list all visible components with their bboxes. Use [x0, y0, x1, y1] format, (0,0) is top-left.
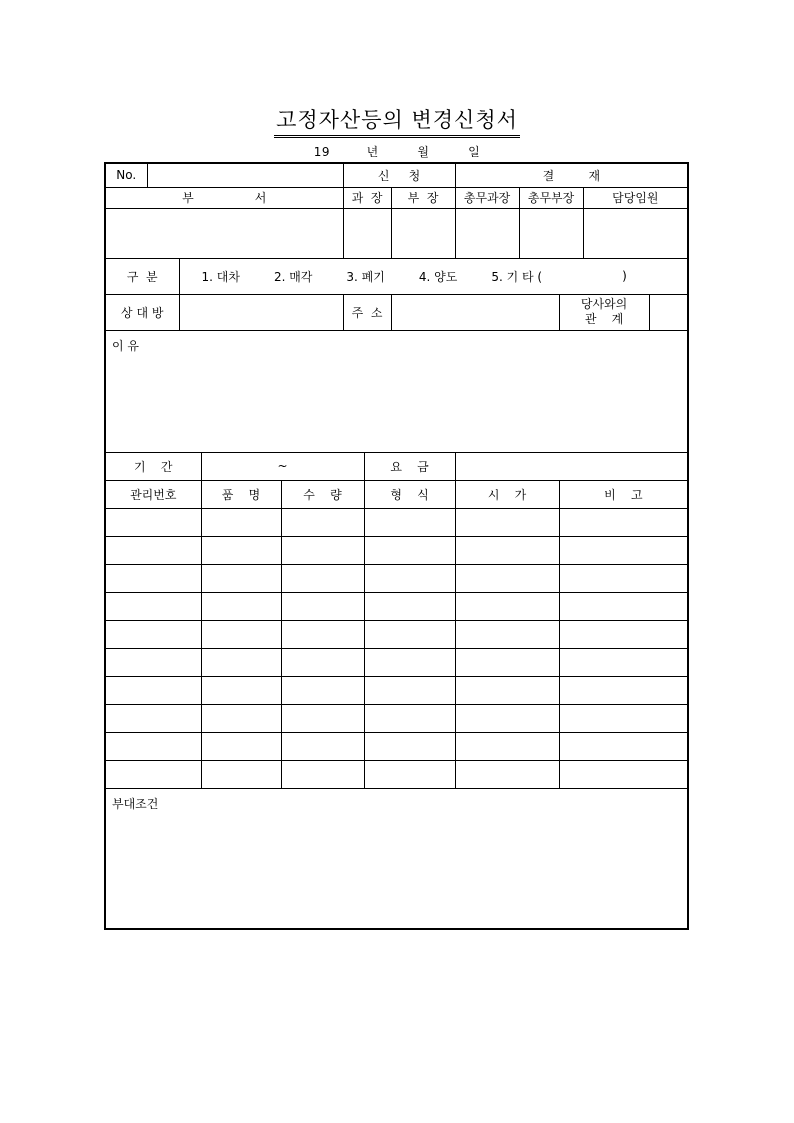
ga-dept-head-label: 총무부장	[519, 187, 583, 208]
address-field[interactable]	[391, 294, 559, 330]
section-chief-label: 과 장	[343, 187, 391, 208]
table-row	[105, 648, 688, 676]
category-option-other-close: )	[622, 269, 627, 283]
approval-label: 결 재	[455, 163, 688, 187]
table-row	[105, 564, 688, 592]
cell-remarks[interactable]	[559, 732, 688, 760]
cell-asset-no[interactable]	[105, 704, 201, 732]
table-row	[105, 536, 688, 564]
section-chief-stamp[interactable]	[343, 208, 391, 258]
cell-market-price[interactable]	[455, 704, 559, 732]
date-year-label: 년	[366, 145, 379, 159]
relation-label-line2: 관 계	[584, 312, 624, 326]
ga-section-chief-label: 총무과장	[455, 187, 519, 208]
cell-market-price[interactable]	[455, 760, 559, 788]
counterparty-field[interactable]	[179, 294, 343, 330]
cell-asset-no[interactable]	[105, 648, 201, 676]
cell-model[interactable]	[364, 564, 455, 592]
relation-label	[559, 294, 649, 330]
cell-model[interactable]	[364, 620, 455, 648]
table-row	[105, 508, 688, 536]
cell-asset-no[interactable]	[105, 536, 201, 564]
cell-model[interactable]	[364, 508, 455, 536]
category-option-disposal[interactable]: 3. 폐기	[346, 269, 385, 284]
ga-section-chief-stamp[interactable]	[455, 208, 519, 258]
col-header-item-name: 품 명	[201, 480, 281, 508]
category-options	[179, 258, 688, 294]
relation-field[interactable]	[649, 294, 688, 330]
cell-quantity[interactable]	[281, 676, 364, 704]
period-label: 기 간	[105, 452, 201, 480]
cell-quantity[interactable]	[281, 704, 364, 732]
cell-asset-no[interactable]	[105, 676, 201, 704]
ga-dept-head-stamp[interactable]	[519, 208, 583, 258]
date-line	[0, 143, 794, 160]
cell-asset-no[interactable]	[105, 592, 201, 620]
category-option-lease[interactable]: 1. 대차	[201, 269, 240, 284]
cell-asset-no[interactable]	[105, 620, 201, 648]
cell-item-name[interactable]	[201, 564, 281, 592]
cell-market-price[interactable]	[455, 732, 559, 760]
col-header-model: 형 식	[364, 480, 455, 508]
title-text: 고정자산등의 변경신청서	[274, 104, 520, 138]
cell-remarks[interactable]	[559, 648, 688, 676]
table-row	[105, 760, 688, 788]
dept-head-stamp[interactable]	[391, 208, 455, 258]
period-field[interactable]	[201, 452, 364, 480]
cell-market-price[interactable]	[455, 536, 559, 564]
cell-item-name[interactable]	[201, 676, 281, 704]
cell-quantity[interactable]	[281, 536, 364, 564]
department-label: 부 서	[105, 187, 343, 208]
reason-area[interactable]	[105, 330, 688, 452]
cell-market-price[interactable]	[455, 620, 559, 648]
cell-item-name[interactable]	[201, 508, 281, 536]
officer-in-charge-label: 담당임원	[583, 187, 688, 208]
category-label: 구 분	[105, 258, 179, 294]
cell-market-price[interactable]	[455, 676, 559, 704]
cell-remarks[interactable]	[559, 508, 688, 536]
date-day-label: 일	[468, 145, 481, 159]
category-option-sale[interactable]: 2. 매각	[273, 269, 313, 284]
cell-asset-no[interactable]	[105, 760, 201, 788]
cell-quantity[interactable]	[281, 620, 364, 648]
cell-model[interactable]	[364, 704, 455, 732]
cell-remarks[interactable]	[559, 704, 688, 732]
cell-item-name[interactable]	[201, 648, 281, 676]
no-label: No.	[105, 163, 147, 187]
col-header-remarks: 비 고	[559, 480, 688, 508]
cell-remarks[interactable]	[559, 676, 688, 704]
reason-label: 이 유	[112, 338, 139, 353]
cell-market-price[interactable]	[455, 592, 559, 620]
table-row	[105, 732, 688, 760]
officer-in-charge-stamp[interactable]	[583, 208, 688, 258]
cell-quantity[interactable]	[281, 732, 364, 760]
category-option-transfer[interactable]: 4. 양도	[418, 269, 458, 284]
cell-item-name[interactable]	[201, 704, 281, 732]
cell-remarks[interactable]	[559, 564, 688, 592]
cell-quantity[interactable]	[281, 592, 364, 620]
col-header-quantity: 수 량	[281, 480, 364, 508]
category-option-other[interactable]: 5. 기 타 (	[491, 269, 543, 284]
cell-remarks[interactable]	[559, 620, 688, 648]
cell-model[interactable]	[364, 648, 455, 676]
no-field[interactable]	[147, 163, 343, 187]
cell-market-price[interactable]	[455, 648, 559, 676]
department-field[interactable]	[105, 208, 343, 258]
date-month-label: 월	[417, 145, 430, 159]
dept-head-label: 부 장	[391, 187, 455, 208]
cell-quantity[interactable]	[281, 760, 364, 788]
cell-model[interactable]	[364, 536, 455, 564]
application-label: 신 청	[343, 163, 455, 187]
application-form	[104, 162, 689, 930]
cell-model[interactable]	[364, 760, 455, 788]
cell-model[interactable]	[364, 676, 455, 704]
conditions-label: 부대조건	[112, 796, 159, 811]
date-year-prefix: 19	[313, 145, 331, 159]
cell-quantity[interactable]	[281, 648, 364, 676]
cell-quantity[interactable]	[281, 564, 364, 592]
cell-asset-no[interactable]	[105, 732, 201, 760]
cell-market-price[interactable]	[455, 564, 559, 592]
relation-label-line1: 당사와의	[580, 297, 628, 311]
cell-model[interactable]	[364, 732, 455, 760]
table-row	[105, 620, 688, 648]
address-label: 주 소	[343, 294, 391, 330]
cell-market-price[interactable]	[455, 508, 559, 536]
table-row	[105, 704, 688, 732]
period-tilde: ~	[277, 459, 288, 473]
cell-remarks[interactable]	[559, 536, 688, 564]
cell-asset-no[interactable]	[105, 508, 201, 536]
counterparty-label: 상 대 방	[105, 294, 179, 330]
table-row	[105, 676, 688, 704]
cell-quantity[interactable]	[281, 508, 364, 536]
cell-item-name[interactable]	[201, 620, 281, 648]
col-header-asset-no: 관리번호	[105, 480, 201, 508]
table-row	[105, 592, 688, 620]
cell-item-name[interactable]	[201, 732, 281, 760]
cell-item-name[interactable]	[201, 592, 281, 620]
cell-remarks[interactable]	[559, 592, 688, 620]
cell-model[interactable]	[364, 592, 455, 620]
cell-item-name[interactable]	[201, 536, 281, 564]
document-title	[0, 104, 794, 138]
col-header-market-price: 시 가	[455, 480, 559, 508]
cell-remarks[interactable]	[559, 760, 688, 788]
cell-asset-no[interactable]	[105, 564, 201, 592]
fee-label: 요 금	[364, 452, 455, 480]
conditions-area[interactable]	[105, 788, 688, 929]
cell-item-name[interactable]	[201, 760, 281, 788]
fee-field[interactable]	[455, 452, 688, 480]
